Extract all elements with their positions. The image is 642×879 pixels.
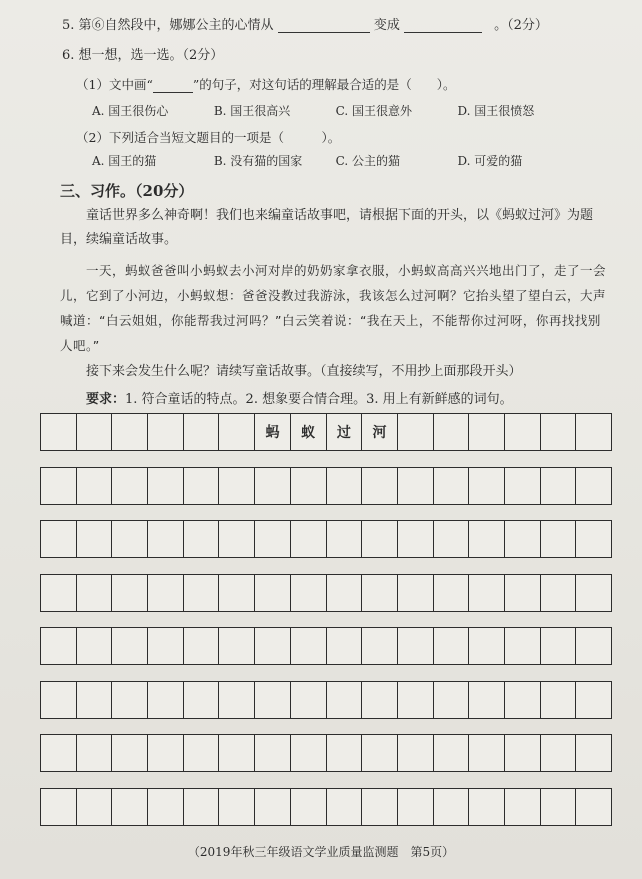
story-opening: 一天，蚂蚁爸爸叫小蚂蚁去小河对岸的奶奶家拿衣服，小蚂蚁高高兴兴地出门了，走了一会儿，它到了小河边，小蚂蚁想：爸爸没教过我游泳，我该怎么过河啊？它抬头望了望白云，大声喊道：“白云姐姐，你能帮我过河吗？”白云笑着说：“我在天上，不能帮你过河呀，你再找找别人吧。” bbox=[60, 263, 607, 353]
requirements-text: 1. 符合童话的特点。2. 想象要合情合理。3. 用上有新鲜感的词句。 bbox=[125, 392, 513, 407]
grid-cell[interactable] bbox=[219, 468, 255, 504]
requirements-label: 要求： bbox=[86, 392, 126, 407]
option-a[interactable]: A. 国王很伤心 bbox=[92, 104, 169, 118]
grid-cell[interactable] bbox=[255, 789, 291, 825]
grid-cell[interactable] bbox=[362, 735, 398, 771]
grid-cell[interactable] bbox=[184, 735, 220, 771]
grid-cell[interactable] bbox=[112, 521, 148, 557]
grid-cell[interactable] bbox=[505, 628, 541, 664]
grid-cell[interactable] bbox=[469, 789, 505, 825]
grid-cell[interactable] bbox=[398, 789, 434, 825]
grid-cell[interactable] bbox=[576, 682, 611, 718]
grid-cell[interactable] bbox=[219, 735, 255, 771]
grid-cell[interactable] bbox=[469, 575, 505, 611]
grid-cell[interactable] bbox=[291, 735, 327, 771]
grid-cell[interactable] bbox=[41, 521, 77, 557]
grid-cell[interactable] bbox=[576, 628, 611, 664]
grid-cell[interactable] bbox=[112, 628, 148, 664]
grid-cell[interactable] bbox=[398, 468, 434, 504]
grid-cell[interactable] bbox=[505, 575, 541, 611]
grid-cell[interactable] bbox=[398, 414, 434, 450]
grid-cell[interactable] bbox=[362, 628, 398, 664]
grid-cell[interactable] bbox=[505, 682, 541, 718]
option-d[interactable]: D. 可爱的猫 bbox=[457, 154, 523, 168]
q6-sub2-options bbox=[92, 152, 642, 169]
grid-cell[interactable] bbox=[434, 682, 470, 718]
grid-cell[interactable] bbox=[255, 682, 291, 718]
grid-cell[interactable] bbox=[184, 521, 220, 557]
option-b[interactable]: B. 没有猫的国家 bbox=[213, 154, 303, 168]
q6-sub2-prompt: （2）下列适合当短文题目的一项是（ ）。 bbox=[76, 130, 341, 145]
grid-cell[interactable] bbox=[362, 468, 398, 504]
option-c[interactable]: C. 国王很意外 bbox=[335, 104, 413, 118]
grid-cell[interactable] bbox=[77, 628, 113, 664]
grid-title-char[interactable]: 河 bbox=[362, 414, 398, 450]
grid-cell[interactable] bbox=[362, 521, 398, 557]
grid-cell[interactable] bbox=[541, 575, 577, 611]
q5-text-a: 5. 第⑥自然段中，娜娜公主的心情从 bbox=[62, 18, 274, 33]
q5-text-b: 变成 bbox=[373, 18, 400, 33]
grid-cell[interactable] bbox=[291, 682, 327, 718]
grid-cell[interactable] bbox=[327, 735, 363, 771]
grid-cell[interactable] bbox=[77, 789, 113, 825]
grid-cell[interactable] bbox=[541, 521, 577, 557]
grid-cell[interactable] bbox=[41, 414, 77, 450]
grid-cell[interactable] bbox=[41, 468, 77, 504]
grid-cell[interactable] bbox=[576, 521, 611, 557]
grid-cell[interactable] bbox=[505, 735, 541, 771]
grid-cell[interactable] bbox=[41, 789, 77, 825]
grid-cell[interactable] bbox=[148, 789, 184, 825]
grid-cell[interactable] bbox=[576, 789, 611, 825]
grid-cell[interactable] bbox=[148, 414, 184, 450]
grid-cell[interactable] bbox=[576, 468, 611, 504]
question-6-title: 6. 想一想，选一选。（2分） bbox=[62, 48, 224, 63]
grid-cell[interactable] bbox=[184, 468, 220, 504]
grid-cell[interactable] bbox=[434, 575, 470, 611]
grid-cell[interactable] bbox=[77, 735, 113, 771]
grid-cell[interactable] bbox=[255, 521, 291, 557]
page-footer: （2019年秋三年级语文学业质量监测题 第5页） bbox=[187, 845, 455, 859]
grid-cell[interactable] bbox=[255, 735, 291, 771]
grid-cell[interactable] bbox=[291, 521, 327, 557]
grid-cell[interactable] bbox=[112, 468, 148, 504]
grid-cell[interactable] bbox=[327, 682, 363, 718]
grid-cell[interactable] bbox=[362, 682, 398, 718]
q6-sub1-options bbox=[92, 102, 642, 119]
grid-cell[interactable] bbox=[434, 735, 470, 771]
q6-sub1-prompt bbox=[76, 75, 642, 93]
grid-cell[interactable] bbox=[219, 414, 255, 450]
grid-cell[interactable] bbox=[327, 521, 363, 557]
grid-row bbox=[40, 413, 612, 451]
grid-cell[interactable] bbox=[398, 628, 434, 664]
grid-cell[interactable] bbox=[576, 414, 611, 450]
grid-cell[interactable] bbox=[398, 575, 434, 611]
grid-cell[interactable] bbox=[148, 468, 184, 504]
q6-sub1-prompt-b: ”的句子，对这句话的理解最合适的是（ ）。 bbox=[192, 77, 456, 92]
option-a[interactable]: A. 国王的猫 bbox=[92, 154, 157, 168]
section-3-title: 三、习作。（20分） bbox=[60, 182, 194, 200]
grid-cell[interactable] bbox=[148, 735, 184, 771]
grid-cell[interactable] bbox=[112, 682, 148, 718]
grid-cell[interactable] bbox=[541, 735, 577, 771]
grid-cell[interactable] bbox=[291, 628, 327, 664]
grid-cell[interactable] bbox=[576, 575, 611, 611]
grid-cell[interactable] bbox=[541, 414, 577, 450]
grid-cell[interactable] bbox=[541, 789, 577, 825]
grid-cell[interactable] bbox=[505, 468, 541, 504]
q6-sub1-underline-mark bbox=[153, 82, 193, 93]
grid-cell[interactable] bbox=[291, 468, 327, 504]
grid-cell[interactable] bbox=[184, 628, 220, 664]
grid-cell[interactable] bbox=[184, 414, 220, 450]
writing-intro: 童话世界多么神奇啊！我们也来编童话故事吧，请根据下面的开头，以《蚂蚁过河》为题目，续编童话故事。 bbox=[60, 208, 594, 247]
grid-cell[interactable] bbox=[327, 575, 363, 611]
grid-cell[interactable] bbox=[505, 789, 541, 825]
q5-blank-2[interactable] bbox=[404, 20, 482, 33]
option-d[interactable]: D. 国王很愤怒 bbox=[457, 104, 535, 118]
grid-row bbox=[40, 788, 612, 826]
grid-cell[interactable] bbox=[77, 414, 113, 450]
grid-cell[interactable] bbox=[219, 521, 255, 557]
grid-row bbox=[40, 574, 612, 612]
grid-row bbox=[40, 734, 612, 772]
grid-cell[interactable] bbox=[541, 468, 577, 504]
grid-cell[interactable] bbox=[505, 521, 541, 557]
grid-cell[interactable] bbox=[291, 789, 327, 825]
grid-cell[interactable] bbox=[184, 682, 220, 718]
grid-cell[interactable] bbox=[469, 521, 505, 557]
grid-row bbox=[40, 627, 612, 665]
grid-cell[interactable] bbox=[41, 575, 77, 611]
question-5 bbox=[62, 14, 642, 33]
grid-cell[interactable] bbox=[77, 575, 113, 611]
grid-cell[interactable] bbox=[362, 575, 398, 611]
grid-cell[interactable] bbox=[148, 575, 184, 611]
grid-cell[interactable] bbox=[327, 628, 363, 664]
grid-cell[interactable] bbox=[434, 628, 470, 664]
grid-cell[interactable] bbox=[434, 521, 470, 557]
grid-cell[interactable] bbox=[469, 414, 505, 450]
grid-cell[interactable] bbox=[41, 628, 77, 664]
grid-cell[interactable] bbox=[219, 682, 255, 718]
grid-cell[interactable] bbox=[434, 414, 470, 450]
grid-cell[interactable] bbox=[77, 521, 113, 557]
grid-cell[interactable] bbox=[255, 628, 291, 664]
grid-cell[interactable] bbox=[219, 575, 255, 611]
grid-cell[interactable] bbox=[255, 468, 291, 504]
grid-row bbox=[40, 520, 612, 558]
grid-cell[interactable] bbox=[541, 682, 577, 718]
grid-cell[interactable] bbox=[255, 575, 291, 611]
grid-cell[interactable] bbox=[469, 735, 505, 771]
grid-cell[interactable] bbox=[362, 789, 398, 825]
grid-cell[interactable] bbox=[148, 682, 184, 718]
grid-cell[interactable] bbox=[469, 628, 505, 664]
grid-title-char[interactable]: 蚁 bbox=[291, 414, 327, 450]
writing-instruction: 接下来会发生什么呢？请续写童话故事。（直接续写，不用抄上面那段开头） bbox=[86, 364, 522, 379]
grid-cell[interactable] bbox=[184, 575, 220, 611]
writing-grid[interactable] bbox=[40, 413, 612, 833]
grid-cell[interactable] bbox=[77, 682, 113, 718]
grid-cell[interactable] bbox=[219, 789, 255, 825]
grid-cell[interactable] bbox=[398, 682, 434, 718]
grid-cell[interactable] bbox=[398, 735, 434, 771]
option-b[interactable]: B. 国王很高兴 bbox=[213, 104, 291, 118]
q5-blank-1[interactable] bbox=[278, 20, 370, 33]
grid-cell[interactable] bbox=[434, 789, 470, 825]
grid-cell[interactable] bbox=[112, 789, 148, 825]
grid-cell[interactable] bbox=[184, 789, 220, 825]
grid-cell[interactable] bbox=[505, 414, 541, 450]
grid-cell[interactable] bbox=[327, 468, 363, 504]
grid-cell[interactable] bbox=[469, 468, 505, 504]
grid-cell[interactable] bbox=[112, 414, 148, 450]
option-c[interactable]: C. 公主的猫 bbox=[335, 154, 401, 168]
grid-cell[interactable] bbox=[112, 735, 148, 771]
grid-cell[interactable] bbox=[541, 628, 577, 664]
grid-cell[interactable] bbox=[41, 735, 77, 771]
grid-row bbox=[40, 681, 612, 719]
grid-cell[interactable] bbox=[327, 789, 363, 825]
grid-title-char[interactable]: 蚂 bbox=[255, 414, 291, 450]
q5-score: 。（2分） bbox=[494, 18, 548, 33]
q6-sub1-prompt-a: （1）文中画“ bbox=[76, 77, 153, 92]
grid-row bbox=[40, 467, 612, 505]
grid-cell[interactable] bbox=[148, 521, 184, 557]
grid-cell[interactable] bbox=[77, 468, 113, 504]
grid-cell[interactable] bbox=[291, 575, 327, 611]
grid-cell[interactable] bbox=[434, 468, 470, 504]
grid-cell[interactable] bbox=[41, 682, 77, 718]
grid-cell[interactable] bbox=[469, 682, 505, 718]
grid-cell[interactable] bbox=[112, 575, 148, 611]
grid-cell[interactable] bbox=[219, 628, 255, 664]
writing-requirements bbox=[86, 388, 642, 407]
grid-cell[interactable] bbox=[148, 628, 184, 664]
grid-title-char[interactable]: 过 bbox=[327, 414, 363, 450]
grid-cell[interactable] bbox=[398, 521, 434, 557]
grid-cell[interactable] bbox=[576, 735, 611, 771]
